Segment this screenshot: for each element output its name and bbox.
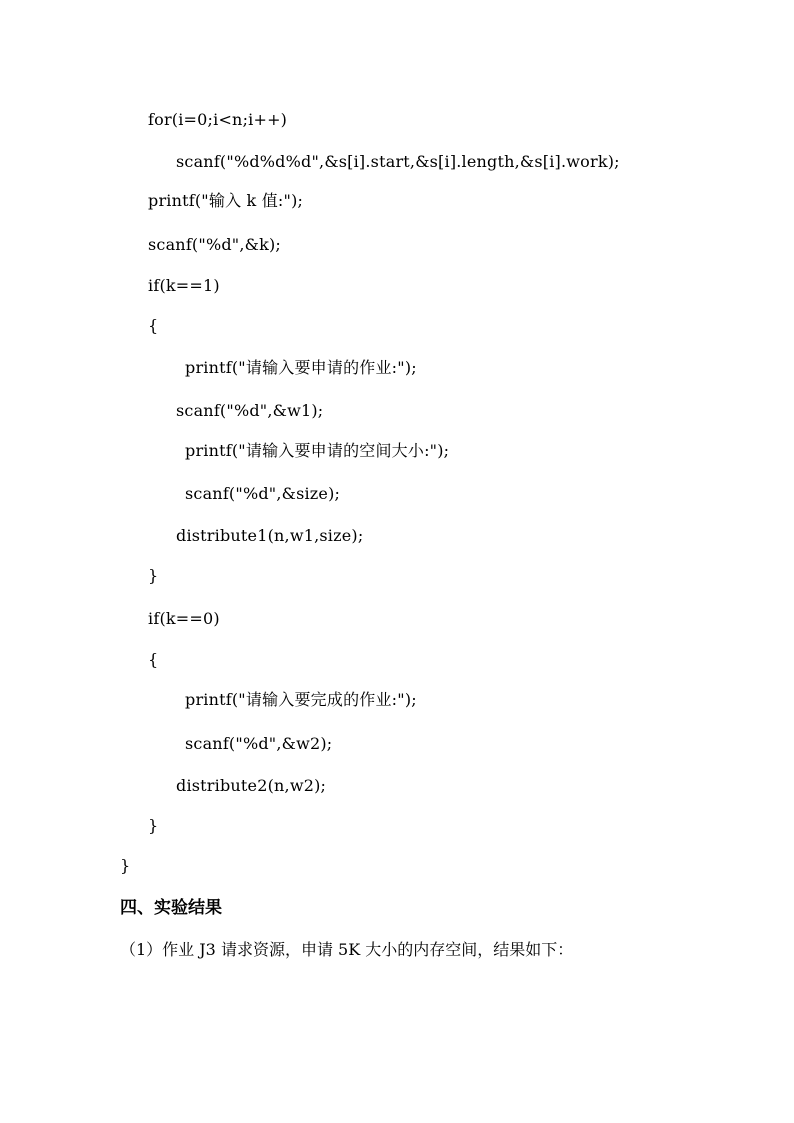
code-line: if(k==1) [148,276,220,295]
code-line: printf("请输入要申请的空间大小:"); [185,441,450,460]
code-line: scanf("%d",&k); [148,235,281,254]
code-line: scanf("%d%d%d",&s[i].start,&s[i].length,&s[i].work); [176,152,620,171]
code-line: scanf("%d",&size); [185,484,341,503]
code-line: for(i=0;i<n;i++) [148,110,288,129]
code-line: { [148,650,159,669]
code-line: { [148,316,159,335]
code-line: scanf("%d",&w2); [185,734,333,753]
code-line: distribute1(n,w1,size); [176,526,364,545]
code-line: printf("请输入要完成的作业:"); [185,690,417,709]
section-heading: 四、实验结果 [120,898,222,918]
code-line: distribute2(n,w2); [176,776,327,795]
code-line: } [148,566,159,585]
code-line: printf("请输入要申请的作业:"); [185,358,417,377]
result-paragraph: （1）作业 J3 请求资源，申请 5K 大小的内存空间，结果如下： [120,940,574,959]
code-line: if(k==0) [148,609,220,628]
code-line: printf("输入 k 值:"); [148,191,304,210]
code-line: } [120,856,131,875]
code-line: } [148,816,159,835]
code-line: scanf("%d",&w1); [176,401,324,420]
